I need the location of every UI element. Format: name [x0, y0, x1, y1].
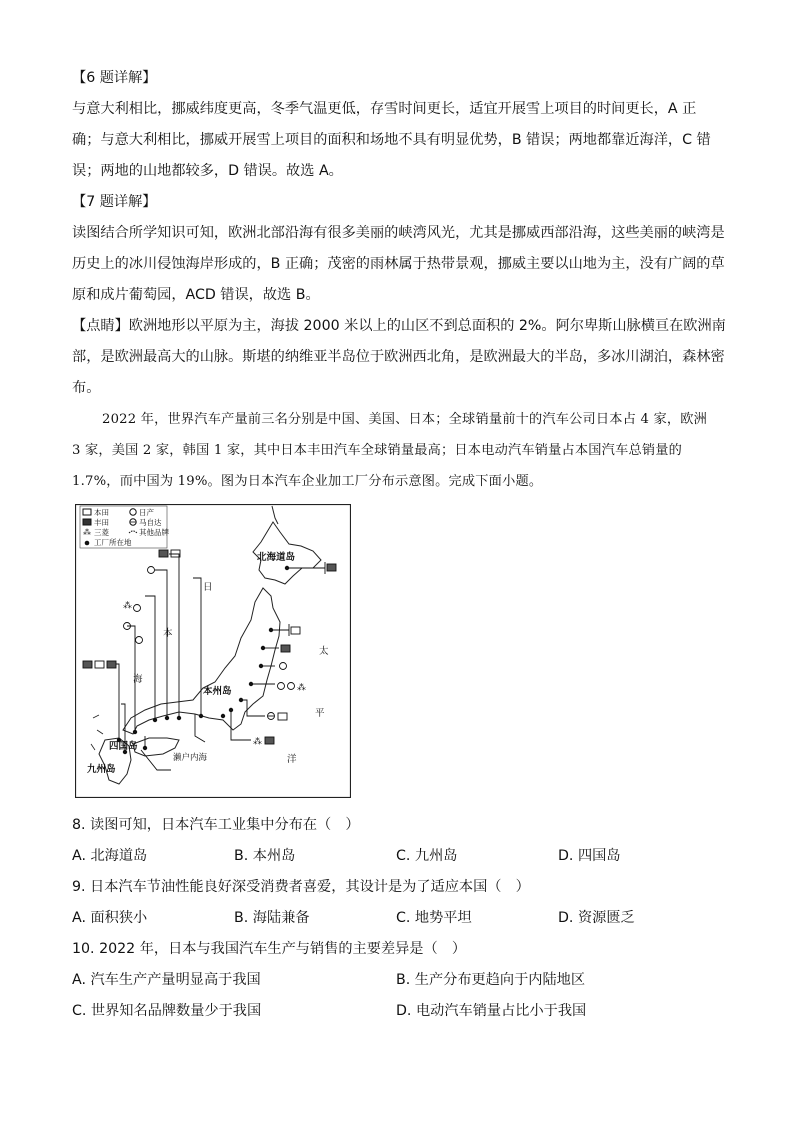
tip-line-2: 部，是欧洲最高大的山脉。斯堪的纳维亚半岛位于欧洲西北角，是欧洲最大的半岛，多冰川湖泊，森林密 [72, 349, 725, 365]
label-pacific-2: 平 [315, 708, 325, 719]
label-kyushu: 九州岛 [87, 764, 116, 775]
q7-explanation-line-3: 原和成片葡萄园，ACD 错误，故选 B。 [72, 287, 320, 303]
legend-honda: 本田 [94, 508, 109, 517]
legend-mazda: 马自达 [139, 518, 162, 527]
q8-option-b[interactable]: B. 本州岛 [234, 848, 296, 864]
label-inland-sea: 濑户内海 [173, 753, 208, 763]
q9-option-b[interactable]: B. 海陆兼备 [234, 910, 310, 926]
q9-option-c[interactable]: C. 地势平坦 [396, 910, 472, 926]
q9-option-d[interactable]: D. 资源匮乏 [558, 910, 635, 926]
tip-line-1: 【点睛】欧洲地形以平原为主，海拔 2000 米以上的山区不到总面积的 2%。阿尔卑斯山脉横亘在欧洲南 [72, 318, 726, 334]
q6-explanation-line-3: 误；两地的山地都较多，D 错误。故选 A。 [72, 163, 343, 179]
q8-option-a[interactable]: A. 北海道岛 [72, 848, 148, 864]
label-honshu: 本州岛 [203, 686, 232, 697]
q7-heading: 【7 题详解】 [72, 194, 157, 210]
q6-explanation-line-1: 与意大利相比，挪威纬度更高，冬季气温更低，存雪时间更长，适宜开展雪上项目的时间更长，A 正 [72, 101, 697, 117]
legend-toyota: 丰田 [94, 518, 109, 527]
svg-text:⁂: ⁂ [253, 737, 262, 747]
label-hokkaido: 北海道岛 [257, 552, 296, 563]
intro-line-3: 1.7%，而中国为 19%。图为日本汽车企业加工厂分布示意图。完成下面小题。 [72, 474, 543, 489]
q10-option-d[interactable]: D. 电动汽车销量占比小于我国 [396, 1003, 587, 1019]
label-pacific-3: 洋 [287, 754, 297, 765]
label-sea-of-japan-1: 日 [203, 582, 213, 593]
label-sea-of-japan-2: 本 [163, 628, 173, 639]
q6-heading: 【6 题详解】 [72, 70, 157, 86]
q8-option-d[interactable]: D. 四国岛 [558, 848, 621, 864]
q10-option-c[interactable]: C. 世界知名品牌数量少于我国 [72, 1003, 262, 1019]
question-10-stem: 10. 2022 年，日本与我国汽车生产与销售的主要差异是（ ） [72, 941, 467, 957]
label-pacific-1: 太 [319, 646, 329, 657]
q6-explanation-line-2: 确；与意大利相比，挪威开展雪上项目的面积和场地不具有明显优势，B 错误；两地都靠近海洋，C 错 [72, 132, 711, 148]
q9-option-a[interactable]: A. 面积狭小 [72, 910, 148, 926]
svg-text:⁂: ⁂ [123, 601, 132, 611]
intro-line-1: 2022 年，世界汽车产量前三名分别是中国、美国、日本；全球销量前十的汽车公司日本占 4 家，欧洲 [102, 412, 708, 427]
question-9-stem: 9. 日本汽车节油性能良好深受消费者喜爱，其设计是为了适应本国（ ） [72, 879, 530, 895]
mitsubishi-symbol: ⁂ [83, 528, 91, 537]
q10-option-a[interactable]: A. 汽车生产产量明显高于我国 [72, 972, 261, 988]
q7-explanation-line-1: 读图结合所学知识可知，欧洲北部沿海有很多美丽的峡湾风光，尤其是挪威西部沿海，这些美丽的峡湾是 [72, 225, 725, 241]
legend-mitsubishi: 三菱 [94, 528, 109, 537]
japan-car-factory-map [75, 504, 351, 798]
toyota-symbol [83, 519, 91, 525]
svg-text:⁂: ⁂ [297, 683, 306, 693]
legend-other: 其他品牌 [139, 528, 169, 537]
q10-option-b[interactable]: B. 生产分布更趋向于内陆地区 [396, 972, 586, 988]
legend-nissan: 日产 [139, 508, 154, 517]
question-8-stem: 8. 读图可知，日本汽车工业集中分布在（ ） [72, 817, 360, 833]
legend-factory: 工厂所在地 [94, 538, 132, 547]
label-sea-of-japan-3: 海 [133, 674, 143, 685]
tip-line-3: 布。 [72, 380, 101, 396]
label-shikoku: 四国岛 [109, 741, 138, 752]
q8-option-c[interactable]: C. 九州岛 [396, 848, 458, 864]
factory-symbol [85, 541, 90, 546]
q7-explanation-line-2: 历史上的冰川侵蚀海岸形成的，B 正确；茂密的雨林属于热带景观，挪威主要以山地为主，没有广阔的草 [72, 256, 725, 272]
intro-line-2: 3 家，美国 2 家，韩国 1 家，其中日本丰田汽车全球销量最高；日本电动汽车销量占本国汽车总销量的 [72, 443, 683, 458]
